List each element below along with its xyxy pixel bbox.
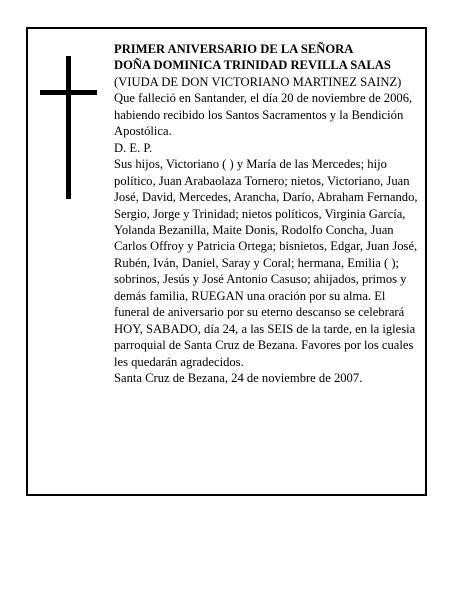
place-date: Santa Cruz de Bezana, 24 de noviembre de 2007. — [114, 371, 363, 386]
notice-heading-line2: DOÑA DOMINICA TRINIDAD REVILLA SALAS — [114, 58, 391, 73]
notice-subtitle: (VIUDA DE DON VICTORIANO MARTINEZ SAINZ) — [114, 74, 402, 89]
cross-vertical-bar — [66, 56, 71, 199]
obituary-notice — [26, 27, 427, 496]
notice-body: Sus hijos, Victoriano ( ) y María de las Mercedes; hijo político, Juan Arabaolaza Tornero; nietos, Victoriano, Juan José, David, Mercedes, Arancha, Darío, Abraham Fernando, Sergio, Jorge y Trinidad; nietos políticos, Virginia García, Yolanda Bezanilla, Maite Donis, Rodolfo Concha, Juan Carlos Offroy y Patricia Ortega; bisnietos, Edgar, Juan José, Rubén, Iván, Daniel, Saray y Coral; hermana, Emilia ( ); sobrinos, Jesús y José Antonio Casuso; ahijados, primos y demás familia, RUEGAN una oración por su alma. El funeral de aniversario por su eterno descanso se celebrará HOY, SABADO, día 24, a las SEIS de la tarde, en la iglesia parroquial de Santa Cruz de Bezana. Favores por los cuales les quedarán agradecidos. — [114, 157, 418, 369]
sacraments-info: habiendo recibido los Santos Sacramentos y la Bendición Apostólica. — [114, 107, 404, 139]
death-info: Que falleció en Santander, el día 20 de noviembre de 2006, — [114, 91, 413, 106]
rip-line: D. E. P. — [114, 140, 153, 155]
cross-horizontal-bar — [40, 90, 97, 95]
cross-icon — [40, 56, 97, 199]
notice-text — [114, 41, 419, 387]
notice-heading-line1: PRIMER ANIVERSARIO DE LA SEÑORA — [114, 42, 354, 56]
